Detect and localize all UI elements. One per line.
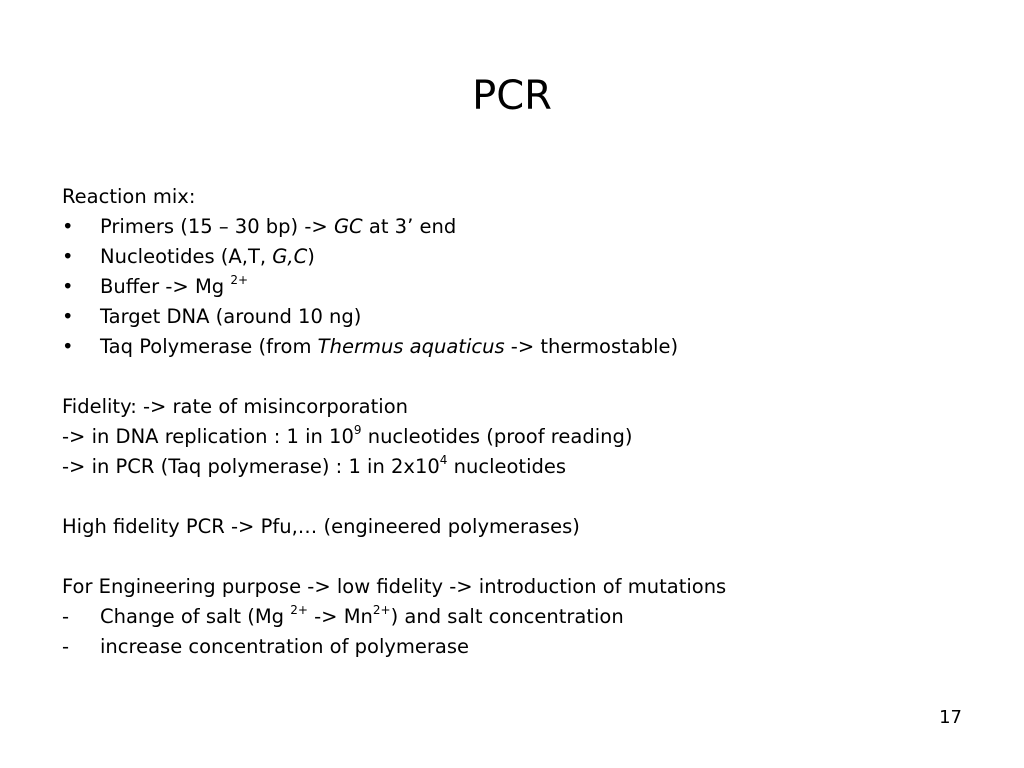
item-text: Change of salt (Mg — [100, 605, 291, 628]
fidelity-line: Fidelity: -> rate of misincorporation — [62, 395, 408, 418]
bullet-marker: • — [62, 245, 74, 268]
item-text: Primers (15 – 30 bp) -> — [100, 215, 334, 238]
item-text: -> thermostable) — [504, 335, 679, 358]
item-text: Buffer -> Mg — [100, 275, 231, 298]
engineering-heading: For Engineering purpose -> low fidelity -> introduction of mutations — [62, 575, 727, 598]
list-item — [62, 602, 982, 632]
item-italic-text: GC — [333, 215, 363, 238]
fidelity-line — [62, 422, 982, 452]
list-item — [62, 302, 982, 332]
item-italic-text: Thermus aquaticus — [317, 335, 505, 358]
bullet-marker: • — [62, 215, 74, 238]
line-text: -> in PCR (Taq polymerase) : 1 in 2x10 — [62, 455, 440, 478]
item-text: Nucleotides (A,T, — [100, 245, 273, 268]
bullet-marker: • — [62, 275, 74, 298]
superscript: 2+ — [372, 602, 391, 617]
high-fidelity-line: High fidelity PCR -> Pfu,… (engineered polymerases) — [62, 515, 580, 538]
item-text: Taq Polymerase (from — [100, 335, 318, 358]
spacer — [62, 482, 982, 512]
fidelity-line — [62, 452, 982, 482]
list-item — [62, 272, 982, 302]
superscript: 9 — [353, 422, 362, 437]
item-text: Target DNA (around 10 ng) — [100, 305, 362, 328]
superscript: 4 — [439, 452, 448, 467]
slide-body — [62, 182, 982, 662]
line-text: nucleotides (proof reading) — [361, 425, 633, 448]
dash-marker: - — [62, 605, 70, 628]
item-text: ) — [307, 245, 315, 268]
item-text: increase concentration of polymerase — [100, 635, 470, 658]
spacer — [62, 362, 982, 392]
list-item — [62, 212, 982, 242]
line-text: -> in DNA replication : 1 in 10 — [62, 425, 354, 448]
page-number: 17 — [939, 707, 962, 728]
reaction-mix-heading: Reaction mix: — [62, 185, 196, 208]
item-text: -> Mn — [307, 605, 373, 628]
spacer — [62, 542, 982, 572]
list-item — [62, 332, 982, 362]
item-text: ) and salt concentration — [390, 605, 624, 628]
bullet-marker: • — [62, 335, 74, 358]
superscript: 2+ — [230, 272, 249, 287]
item-italic-text: G,C — [272, 245, 308, 268]
superscript: 2+ — [290, 602, 308, 617]
list-item — [62, 632, 982, 662]
bullet-marker: • — [62, 305, 74, 328]
item-text: at 3’ end — [362, 215, 457, 238]
line-text: nucleotides — [447, 455, 567, 478]
list-item — [62, 242, 982, 272]
slide-title: PCR — [472, 73, 552, 119]
dash-marker: - — [62, 635, 70, 658]
